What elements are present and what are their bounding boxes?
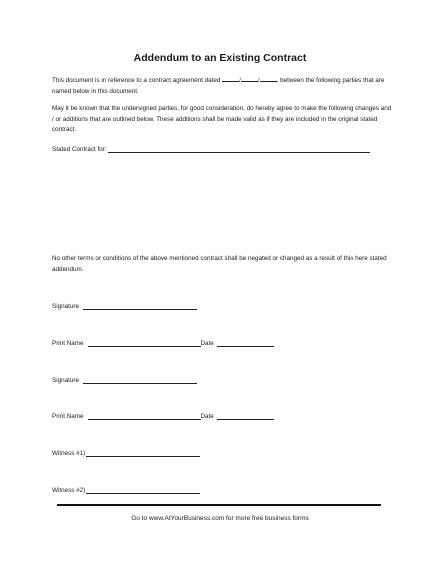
signature-field-2 (52, 375, 197, 384)
date-day-blank[interactable] (222, 74, 239, 82)
date-separator-2: / (257, 77, 260, 84)
stated-contract-line[interactable] (108, 145, 370, 153)
intro-paragraph (52, 74, 392, 97)
witness-1-field (52, 448, 200, 457)
footer-text: Go to www.AtYourBusiness.com for more free business forms (131, 515, 309, 522)
date-year-blank[interactable] (257, 74, 277, 84)
signature-line-1[interactable] (83, 302, 197, 310)
witness-1-label: Witness #1) (52, 450, 86, 457)
witness-2-label: Witness #2) (52, 487, 86, 494)
witness-2-field (52, 485, 200, 494)
stated-contract-label: Stated Contract for: (52, 146, 107, 153)
date-line-1[interactable] (217, 339, 274, 347)
stated-contract-field (52, 144, 370, 153)
footer-divider (57, 504, 381, 506)
print-name-field-1 (52, 338, 274, 347)
date-label-1: Date (200, 340, 214, 347)
print-name-label-1: Print Name (52, 340, 84, 347)
signature-label-2: Signature (52, 377, 79, 384)
print-name-line-2[interactable] (88, 412, 201, 420)
document-title: Addendum to an Existing Contract (133, 52, 307, 64)
signature-label-1: Signature (52, 303, 79, 310)
date-separator-1: / (239, 77, 241, 84)
print-name-label-2: Print Name (52, 413, 84, 420)
witness-1-line[interactable] (86, 449, 200, 457)
print-name-field-2 (52, 411, 274, 420)
print-name-line-1[interactable] (88, 339, 201, 347)
intro-text-start: This document is in reference to a contract agreement dated (52, 77, 221, 84)
intro-text-end: , between the following parties that are named below in this document. (52, 77, 385, 95)
no-other-terms-paragraph: No other terms or conditions of the above mentioned contract shall be negated or changed as a result of this here stated addendum. (52, 255, 387, 273)
witness-2-line[interactable] (86, 486, 200, 494)
date-label-2: Date (200, 413, 214, 420)
date-line-2[interactable] (217, 412, 274, 420)
signature-field-1 (52, 301, 197, 310)
date-month-blank[interactable] (241, 74, 258, 82)
terms-paragraph: May it be known that the undersigned parties, for good consideration, do hereby agree to make the following changes and / or additions that are outlined below. These additions shall be made valid as if they are included in the original stated contract. (52, 105, 392, 133)
signature-line-2[interactable] (83, 376, 197, 384)
